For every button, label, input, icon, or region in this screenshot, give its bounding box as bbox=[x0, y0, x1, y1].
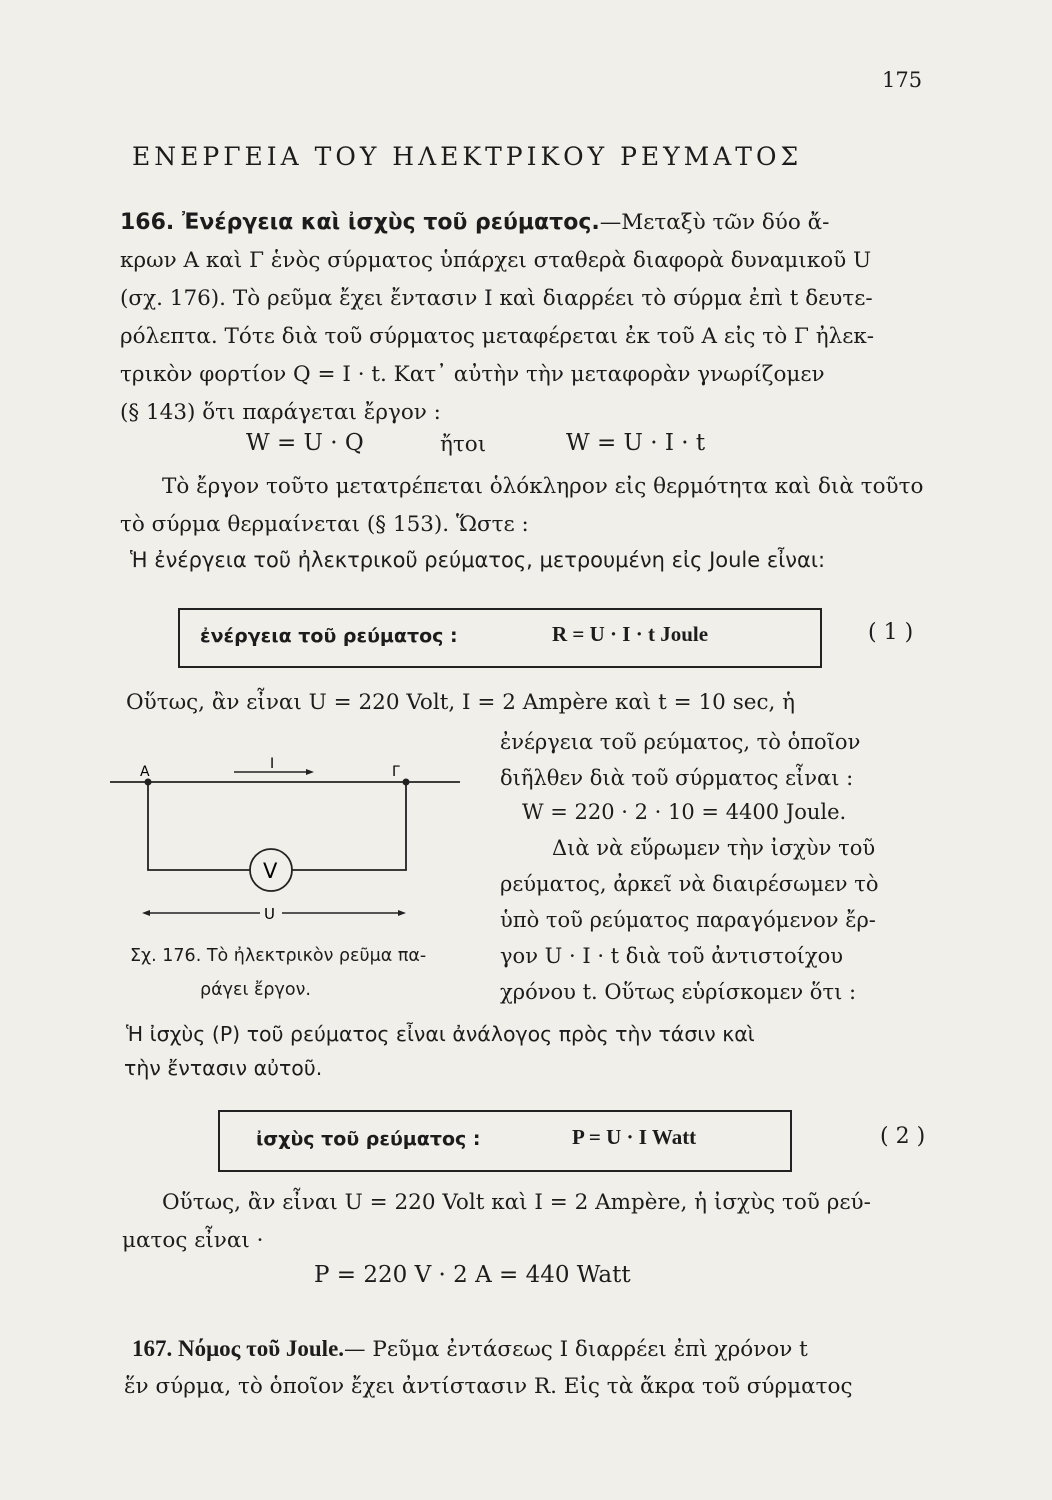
paragraph-line: Τὸ ἔργον τοῦτο μετατρέπεται ὁλόκληρον εἰς θερμότητα καὶ διὰ τοῦτο bbox=[162, 474, 924, 499]
work-formula-uit: W = U · I · t bbox=[566, 430, 706, 456]
page-number: 175 bbox=[882, 68, 923, 92]
power-box-formula: P = U · I Watt bbox=[572, 1125, 697, 1149]
equation-number-2: ( 2 ) bbox=[880, 1124, 926, 1149]
section-166-heading: 166. Ἐνέργεια καὶ ἰσχὺς τοῦ ρεύματος. bbox=[120, 210, 600, 235]
label-v: V bbox=[263, 859, 278, 883]
section-166-first-line bbox=[120, 210, 829, 235]
energy-box-label: ἐνέργεια τοῦ ρεύματος : bbox=[200, 625, 458, 647]
energy-formula-box bbox=[178, 608, 822, 668]
energy-result: W = 220 · 2 · 10 = 4400 Joule. bbox=[522, 800, 847, 824]
power-box-label: ἰσχὺς τοῦ ρεύματος : bbox=[256, 1128, 481, 1150]
paragraph-line: τὸ σύρμα θερμαίνεται (§ 153). Ὥστε : bbox=[120, 512, 529, 537]
right-column-line: ρεύματος, ἀρκεῖ νὰ διαιρέσωμεν τὸ bbox=[500, 872, 879, 896]
paragraph-line: τρικὸν φορτίον Q = I · t. Κατ᾽ αὐτὴν τὴν μεταφορὰν γνωρίζομεν bbox=[120, 362, 825, 387]
figure-caption-line1: Σχ. 176. Τὸ ἠλεκτρικὸν ρεῦμα πα- bbox=[130, 946, 427, 966]
wire-right bbox=[292, 782, 406, 870]
work-formula-q: W = U · Q bbox=[246, 430, 364, 456]
work-formula-or: ἤτοι bbox=[440, 432, 487, 457]
paragraph-line: — Ρεῦμα ἐντάσεως Ι διαρρέει ἐπὶ χρόνον t bbox=[344, 1337, 808, 1362]
right-column-line: γον U · I · t διὰ τοῦ ἀντιστοίχου bbox=[500, 944, 843, 968]
right-column-line: Διὰ νὰ εὕρωμεν τὴν ἰσχὺν τοῦ bbox=[552, 836, 876, 860]
voltage-arrow-right bbox=[398, 910, 406, 916]
section-167-heading: 167. Νόμος τοῦ Joule. bbox=[132, 1336, 345, 1361]
right-column-line: ὑπὸ τοῦ ρεύματος παραγόμενον ἔρ- bbox=[500, 908, 876, 932]
equation-number-1: ( 1 ) bbox=[868, 620, 914, 645]
paragraph-line: (σχ. 176). Τὸ ρεῦμα ἔχει ἔντασιν Ι καὶ διαρρέει τὸ σύρμα ἐπὶ t δευτε- bbox=[120, 286, 873, 311]
energy-statement: Ἡ ἐνέργεια τοῦ ἠλεκτρικοῦ ρεύματος, μετρουμένη εἰς Joule εἶναι: bbox=[130, 548, 826, 572]
current-arrow-head bbox=[306, 769, 314, 775]
energy-box-formula: R = U · I · t Joule bbox=[552, 622, 709, 646]
right-column-line: χρόνου t. Οὕτως εὑρίσκομεν ὅτι : bbox=[500, 980, 857, 1004]
power-statement-line1: Ἡ ἰσχὺς (P) τοῦ ρεύματος εἶναι ἀνάλογος πρὸς τὴν τάσιν καὶ bbox=[126, 1022, 755, 1046]
label-i: I bbox=[270, 756, 275, 772]
label-g: Γ bbox=[392, 764, 400, 780]
right-column-line: ἐνέργεια τοῦ ρεύματος, τὸ ὁποῖον bbox=[500, 730, 861, 754]
paragraph-line: ρόλεπτα. Τότε διὰ τοῦ σύρματος μεταφέρεται ἐκ τοῦ Α εἰς τὸ Γ ἠλεκ- bbox=[120, 324, 875, 349]
power-formula-box bbox=[218, 1110, 792, 1172]
power-result: P = 220 V · 2 A = 440 Watt bbox=[314, 1262, 631, 1288]
chapter-title: ΕΝΕΡΓΕΙΑ ΤΟΥ ΗΛΕΚΤΡΙΚΟΥ ΡΕΥΜΑΤΟΣ bbox=[132, 142, 803, 171]
label-a: Α bbox=[140, 764, 150, 780]
paragraph-line: ἕν σύρμα, τὸ ὁποῖον ἔχει ἀντίστασιν R. Εἰς τὰ ἄκρα τοῦ σύρματος bbox=[124, 1374, 853, 1399]
power-statement-line2: τὴν ἔντασιν αὐτοῦ. bbox=[124, 1056, 323, 1080]
circuit-figure bbox=[110, 740, 480, 940]
label-u: U bbox=[264, 905, 275, 923]
wire-left bbox=[148, 782, 250, 870]
energy-example-line: Οὕτως, ἂν εἶναι U = 220 Volt, I = 2 Ampère καὶ t = 10 sec, ἡ bbox=[126, 690, 796, 715]
power-example-line1: Οὕτως, ἂν εἶναι U = 220 Volt καὶ I = 2 Ampère, ἡ ἰσχὺς τοῦ ρεύ- bbox=[162, 1190, 871, 1215]
paragraph-line: (§ 143) ὅτι παράγεται ἔργον : bbox=[120, 400, 441, 425]
right-column-line: διῆλθεν διὰ τοῦ σύρματος εἶναι : bbox=[500, 766, 854, 790]
paragraph-line: —Μεταξὺ τῶν δύο ἄ- bbox=[599, 210, 830, 235]
paragraph-line: κρων Α καὶ Γ ἑνὸς σύρματος ὑπάρχει σταθερὰ διαφορὰ δυναμικοῦ U bbox=[120, 248, 872, 273]
power-example-line2: ματος εἶναι · bbox=[122, 1228, 264, 1253]
voltage-arrow-left bbox=[142, 910, 150, 916]
section-167-first-line bbox=[132, 1336, 808, 1362]
figure-caption-line2: ράγει ἔργον. bbox=[200, 980, 311, 1000]
